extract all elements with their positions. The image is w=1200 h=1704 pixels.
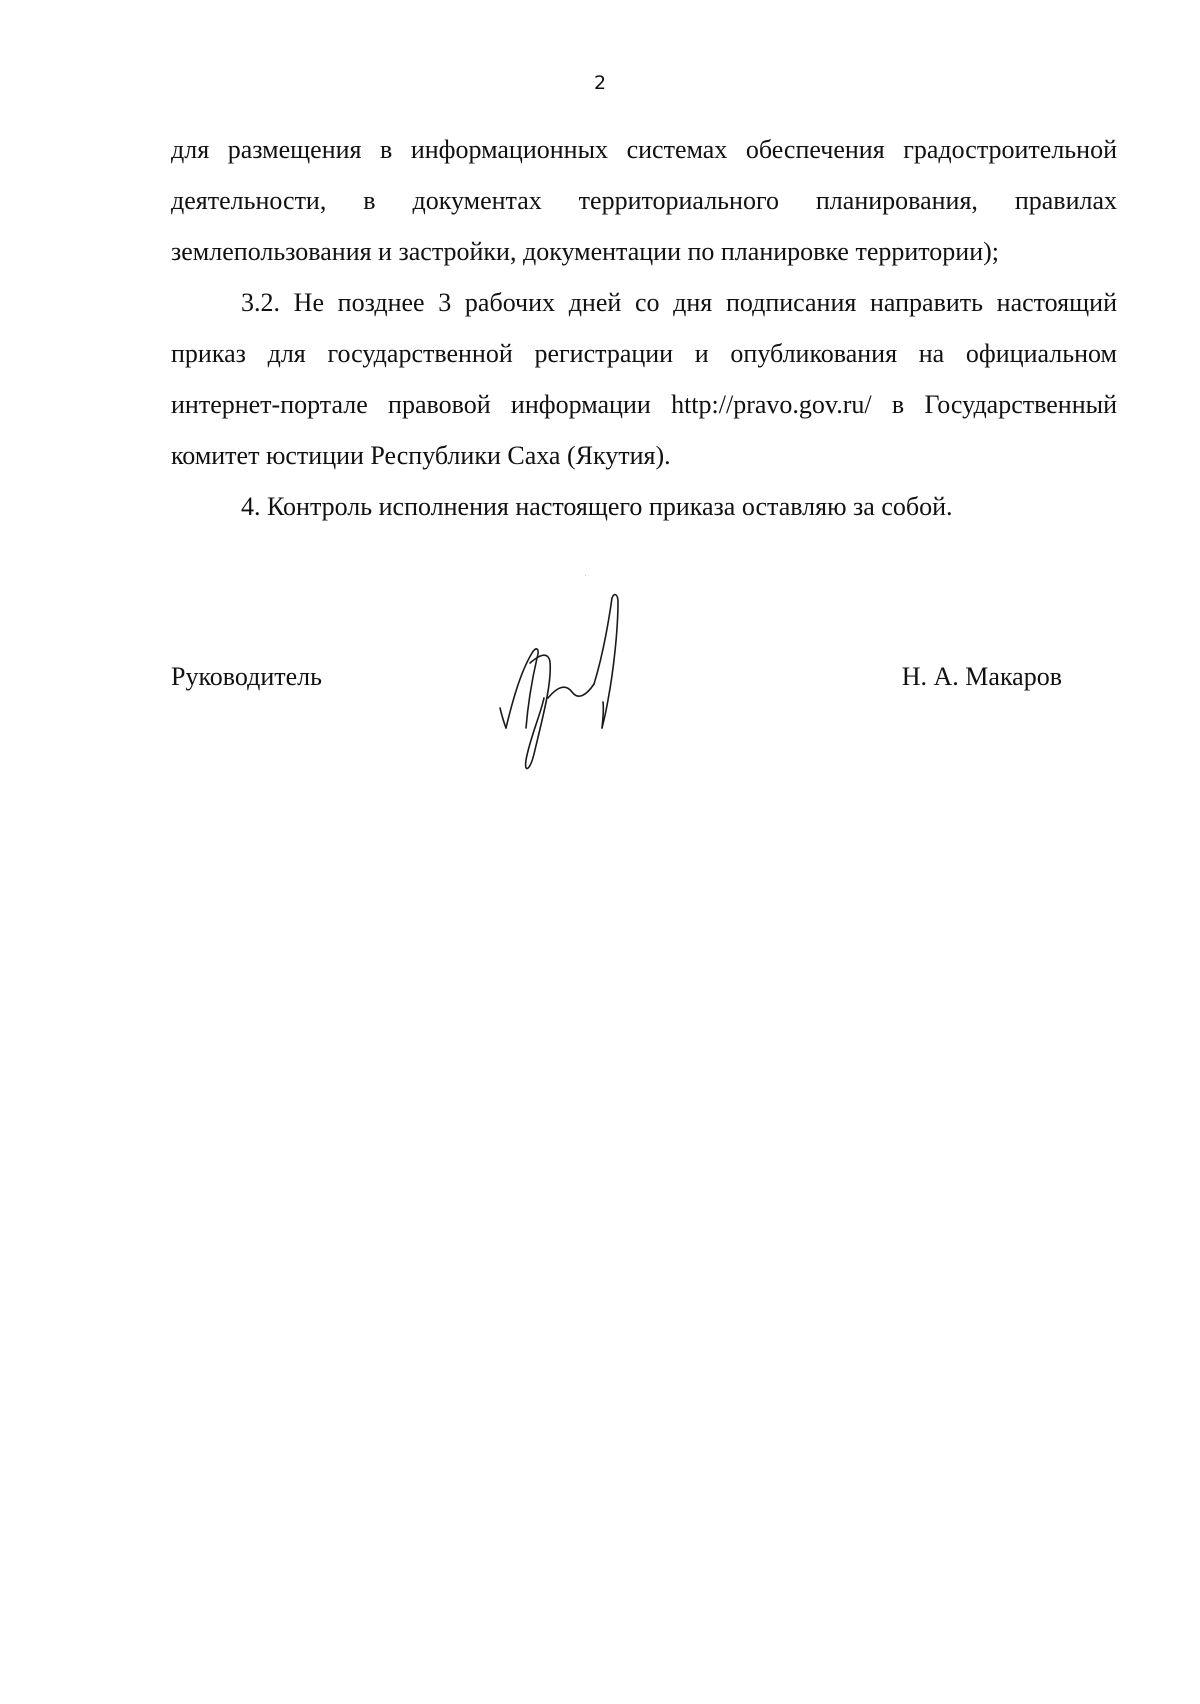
paragraph-4: 4. Контроль исполнения настоящего приказа оставляю за собой.: [241, 492, 953, 521]
signatory-position: Руководитель: [171, 662, 322, 691]
page-number: 2: [593, 72, 607, 94]
handwritten-signature: [490, 588, 650, 783]
signatory-name: Н. А. Макаров: [901, 662, 1062, 691]
document-body: [171, 124, 1117, 532]
paragraph-continuation: для размещения в информационных системах обеспечения градостроительной деятельности, в документах территориального планирования, правилах землепользования и застройки, документации по планировке территории);: [171, 135, 1117, 266]
scan-speck: [585, 575, 586, 576]
paragraph-3-2: 3.2. Не позднее 3 рабочих дней со дня подписания направить настоящий приказ для государственной регистрации и опубликования на официальном интернет-портале правовой информации http://pravo.gov.ru/ в Государственный комитет юстиции Республики Саха (Якутия).: [171, 288, 1117, 470]
